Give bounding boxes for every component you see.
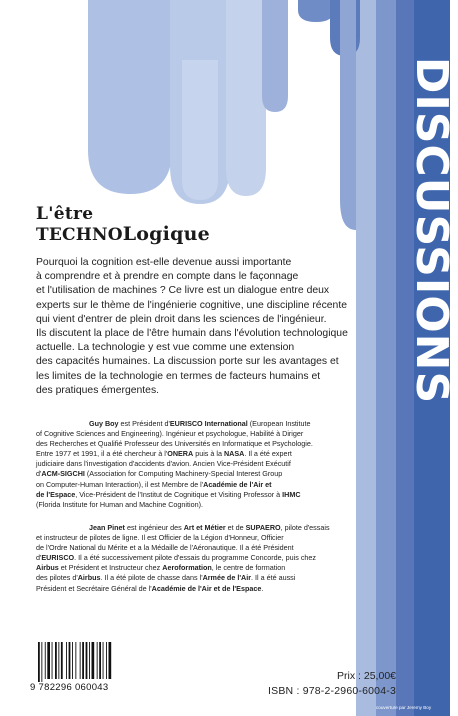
barcode-bars bbox=[38, 642, 112, 682]
bio-text: et instructeur de pilotes de ligne. Il est Officier de la Légion d'Honneur, Officier bbox=[36, 533, 284, 543]
bio-text: (Florida Institute for Human and Machine Cognition). bbox=[36, 499, 203, 509]
bio-line bbox=[36, 449, 391, 459]
barcode-bar bbox=[38, 642, 40, 682]
bio-emphasis: Aeroformation bbox=[162, 563, 212, 573]
finger-3 bbox=[226, 0, 266, 196]
bio-text: (European Institute bbox=[247, 419, 311, 428]
bio-line bbox=[36, 523, 391, 533]
bio-line bbox=[36, 459, 391, 469]
finger-4 bbox=[262, 0, 288, 112]
bio-emphasis: EURISCO International bbox=[169, 419, 248, 428]
author-bio-guy-boy bbox=[36, 419, 391, 510]
bio-text: on Computer-Human Interaction), il est Membre de l' bbox=[36, 479, 204, 489]
cover-credit: couverture par Jeremy Boy bbox=[376, 705, 432, 710]
finger-7 bbox=[340, 0, 356, 230]
bio-text: . Il a été aussi bbox=[251, 573, 296, 583]
blurb-line: qui vient d'entrer de plein droit dans les sciences de l'ingénieur. bbox=[36, 313, 327, 325]
bio-emphasis: ONERA bbox=[167, 449, 194, 459]
blurb-line: actuelle. La technologie y est vue comme une extension bbox=[36, 342, 295, 354]
bio-emphasis: Guy Boy bbox=[89, 419, 119, 428]
blurb-line: des pratiques émergentes. bbox=[36, 384, 160, 396]
bio-emphasis: IHMC bbox=[282, 489, 301, 499]
blurb-line: Ils discutent la place de l'être humain dans l'évolution technologique bbox=[36, 328, 348, 340]
bio-emphasis: EURISCO bbox=[41, 553, 75, 563]
back-cover-blurb bbox=[36, 256, 391, 398]
barcode-bar bbox=[66, 642, 67, 679]
barcode-bar bbox=[55, 642, 57, 679]
barcode-bar bbox=[86, 642, 88, 679]
book-title bbox=[36, 204, 296, 245]
bio-emphasis: ACM-SIGCHI bbox=[41, 469, 85, 479]
bio-text: d' bbox=[36, 553, 42, 563]
bio-line bbox=[36, 490, 391, 500]
blurb-line: les limites de la technologie en termes de facteurs humains et bbox=[36, 370, 321, 382]
title-line-2 bbox=[36, 220, 296, 245]
barcode-bar bbox=[89, 642, 90, 679]
bio-emphasis: Art et Métier bbox=[183, 523, 226, 532]
bio-emphasis: Jean Pinet bbox=[89, 523, 125, 532]
bio-line bbox=[36, 439, 391, 449]
title-logique: Logique bbox=[122, 223, 210, 245]
bio-line bbox=[36, 419, 391, 429]
author-bio-jean-pinet bbox=[36, 523, 391, 594]
bio-text: est ingénieur des bbox=[124, 523, 184, 532]
bio-text: . Il a été expert bbox=[244, 449, 292, 459]
title-line-1: L'être bbox=[36, 204, 94, 224]
bio-emphasis: NASA bbox=[223, 449, 245, 459]
bio-text: de l'Ordre National du Mérite et a la Médaille de l'Aéronautique. Il a été Président bbox=[36, 543, 294, 553]
bio-text: , le centre de formation bbox=[211, 563, 286, 573]
bio-line bbox=[36, 553, 391, 563]
bio-text: . Il a été successivement pilote d'essais du programme Concorde, puis chez bbox=[74, 553, 316, 563]
bio-line bbox=[36, 573, 391, 583]
isbn-label: ISBN : 978-2-2960-6004-3 bbox=[268, 685, 396, 697]
bio-line bbox=[36, 533, 391, 543]
bio-line bbox=[36, 543, 391, 553]
bio-emphasis: de l'Espace bbox=[36, 489, 76, 499]
bio-text: Entre 1977 et 1991, il a été chercheur à l' bbox=[36, 449, 168, 459]
bio-emphasis: Armée de l'Air bbox=[202, 573, 252, 583]
bio-line bbox=[36, 480, 391, 490]
barcode-bar bbox=[61, 642, 63, 679]
barcode-bar bbox=[97, 642, 98, 679]
barcode-bar bbox=[52, 642, 53, 679]
bio-text: et de bbox=[225, 523, 246, 532]
bio-text: puis à la bbox=[193, 449, 224, 459]
barcode-digits: 9 782296 060043 bbox=[30, 682, 109, 693]
bio-line bbox=[36, 563, 391, 573]
bio-text: des pilotes d' bbox=[36, 573, 78, 583]
barcode-bar bbox=[82, 642, 84, 679]
bio-line bbox=[36, 429, 391, 439]
bio-text: , Vice-Président de l'Institut de Cognitique et Visiting Professor à bbox=[75, 489, 283, 499]
bio-text: . bbox=[261, 583, 264, 593]
bio-emphasis: Airbus bbox=[36, 563, 59, 573]
bio-line bbox=[36, 469, 391, 479]
finger-8 bbox=[182, 60, 218, 200]
bio-text: of Cognitive Sciences and Engineering). Ingénieur et psychologue, Habilité à Diriger bbox=[36, 429, 304, 439]
blurb-line: et l'utilisation de machines ? Ce livre est un dialogue entre deux bbox=[36, 285, 330, 297]
barcode-bar bbox=[103, 642, 104, 679]
bio-emphasis: Académie de l'Air et bbox=[203, 479, 272, 489]
spine-title-text: DISCUSSIONS bbox=[406, 56, 458, 404]
finger-1 bbox=[88, 0, 172, 194]
barcode-bar bbox=[99, 642, 101, 679]
price-label: Prix : 25,00€ bbox=[337, 670, 396, 682]
barcode-bar bbox=[92, 642, 95, 679]
blurb-line: à comprendre et à prendre en compte dans le façonnage bbox=[36, 271, 299, 283]
barcode-bar bbox=[69, 642, 71, 679]
title-techno: TECHNO bbox=[36, 225, 123, 245]
barcode-bar bbox=[58, 642, 59, 679]
bio-emphasis: SUPAERO bbox=[245, 523, 281, 532]
barcode-bar bbox=[109, 642, 112, 679]
bio-text: est Président d' bbox=[118, 419, 170, 428]
bio-text: d' bbox=[36, 469, 42, 479]
bio-text: , pilote d'essais bbox=[280, 523, 330, 532]
blurb-line: des capacités humaines. La discussion porte sur les avantages et bbox=[36, 356, 339, 368]
bio-line bbox=[36, 584, 391, 594]
blurb-line: Pourquoi la cognition est-elle devenue aussi importante bbox=[36, 257, 292, 268]
spine-title bbox=[406, 56, 458, 404]
barcode-bar bbox=[75, 642, 76, 679]
barcode-bar bbox=[47, 642, 50, 679]
bio-text: judiciaire dans l'investigation d'accidents d'avion. Ancien Vice-Président Exécutif bbox=[36, 459, 291, 469]
bio-text: . Il a été pilote de chasse dans l' bbox=[100, 573, 203, 583]
finger-5 bbox=[298, 0, 334, 22]
bio-text: Président et Secrétaire Général de l' bbox=[36, 583, 152, 593]
bio-text: (Association for Computing Machinery-Special Interest Group bbox=[84, 469, 283, 479]
bio-text: des Recherches et Qualifié Professeur des Universités en Informatique et Psychologie. bbox=[36, 439, 313, 449]
barcode-bar bbox=[72, 642, 73, 679]
isbn-barcode bbox=[30, 638, 118, 694]
bio-emphasis: Airbus bbox=[77, 573, 101, 583]
bio-line bbox=[36, 500, 391, 510]
barcode-bar bbox=[80, 642, 81, 679]
bio-emphasis: Académie de l'Air et de l'Espace bbox=[151, 583, 262, 593]
blurb-line: experts sur le thème de l'ingénierie cognitive, une discipline récente bbox=[36, 299, 347, 311]
bio-text: et Président et Instructeur chez bbox=[58, 563, 163, 573]
barcode-bar bbox=[41, 642, 42, 682]
barcode-bar bbox=[106, 642, 107, 679]
barcode-bar bbox=[45, 642, 46, 679]
